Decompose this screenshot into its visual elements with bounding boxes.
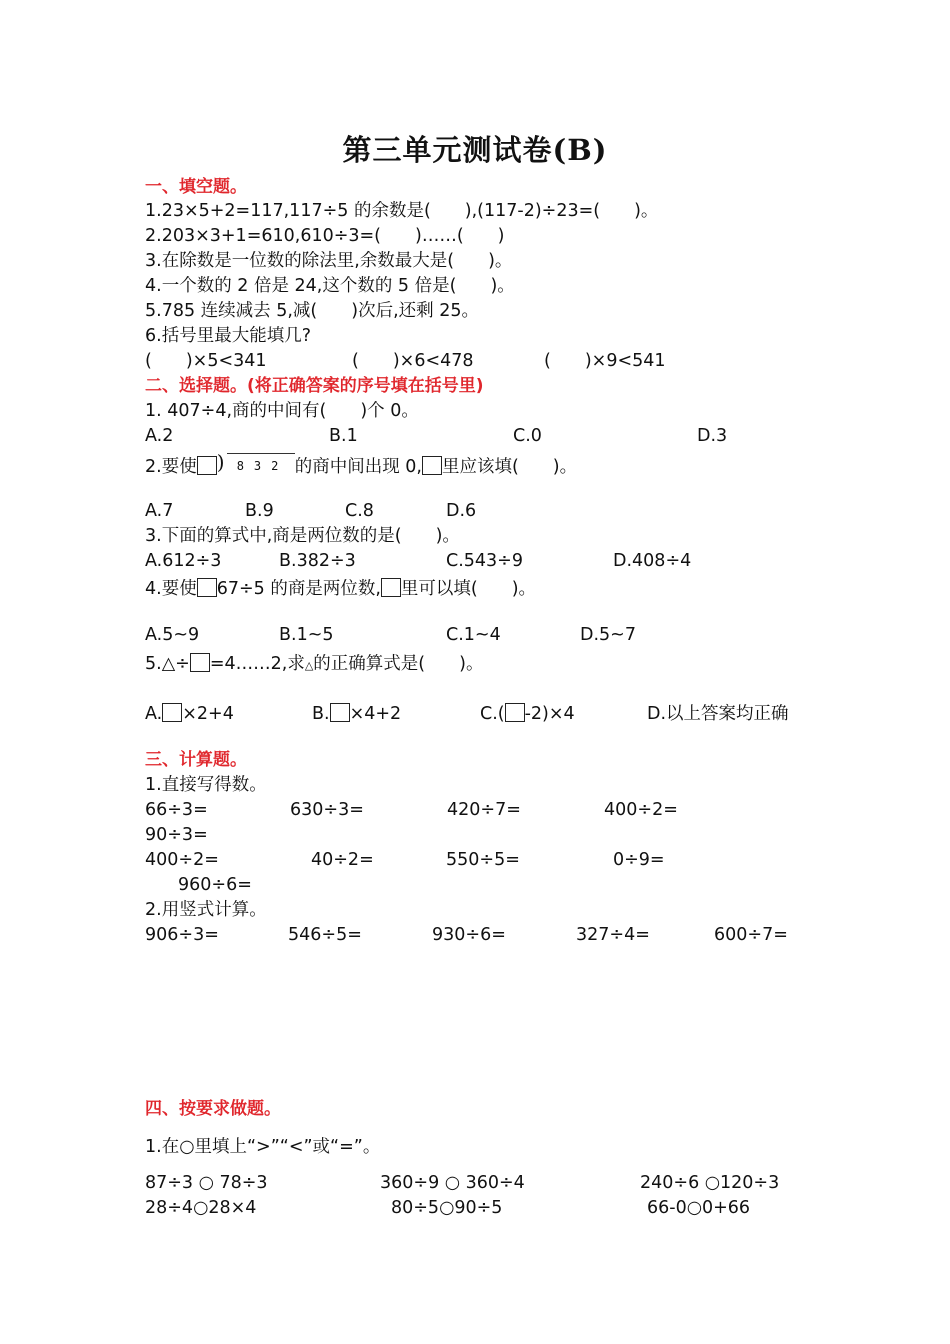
section-2-heading: 二、选择题。(将正确答案的序号填在括号里) xyxy=(145,376,484,396)
c2-option-d: D.6 xyxy=(446,501,477,521)
calc-item: 420÷7= xyxy=(447,800,521,820)
c5-option-c-expr: -2)×4 xyxy=(524,704,575,724)
c1-option-d: D.3 xyxy=(697,426,728,446)
c3-option-b: B.382÷3 xyxy=(279,551,356,571)
long-division-symbol: ) 832 xyxy=(217,453,295,475)
q5-text-b: )次后,还剩 25。 xyxy=(351,301,479,321)
c5-text-d: )。 xyxy=(459,654,484,674)
fill-question-2 xyxy=(145,225,505,247)
blank-box xyxy=(330,703,350,722)
compare-item: 87÷3 ○ 78÷3 xyxy=(145,1173,268,1193)
c5-option-d: D.以上答案均正确 xyxy=(647,704,789,724)
choice-question-5 xyxy=(145,653,483,677)
c5-option-a-expr: ×2+4 xyxy=(182,704,234,724)
choice-question-3 xyxy=(145,525,460,547)
blank-box xyxy=(381,578,401,597)
q1-text-a: 1.23×5+2=117,117÷5 的余数是( xyxy=(145,201,431,221)
calc-item: 400÷2= xyxy=(145,850,219,870)
q2-text-b: )……( xyxy=(415,226,464,246)
c1-option-b: B.1 xyxy=(329,426,358,446)
calc-item: 550÷5= xyxy=(446,850,520,870)
blank-box xyxy=(162,703,182,722)
q6-item-3 xyxy=(544,350,666,372)
c1-text-a: 1. 407÷4,商的中间有( xyxy=(145,401,327,421)
q6-item-1-a: ( xyxy=(145,351,152,371)
calc-item: 630÷3= xyxy=(290,800,364,820)
q4-text-b: )。 xyxy=(490,276,515,296)
c4-text-b: 67÷5 的商是两位数, xyxy=(216,579,381,599)
c4-option-d: D.5~7 xyxy=(580,625,636,645)
c4-text-c: 里可以填( xyxy=(400,579,478,599)
c3-option-a: A.612÷3 xyxy=(145,551,222,571)
compare-item: 360÷9 ○ 360÷4 xyxy=(380,1173,525,1193)
compare-item: 240÷6 ○120÷3 xyxy=(640,1173,780,1193)
vertical-calc-item: 546÷5= xyxy=(288,925,362,945)
calc-item: 400÷2= xyxy=(604,800,678,820)
fill-question-5 xyxy=(145,300,479,322)
c1-option-a: A.2 xyxy=(145,426,174,446)
vertical-calc-item: 327÷4= xyxy=(576,925,650,945)
vertical-calc-item: 906÷3= xyxy=(145,925,219,945)
c3-option-c: C.543÷9 xyxy=(446,551,523,571)
blank-box xyxy=(422,456,442,475)
q1-text-c: )。 xyxy=(634,201,659,221)
c3-text-a: 3.下面的算式中,商是两位数的是( xyxy=(145,526,402,546)
q6-item-3-b: )×9<541 xyxy=(584,351,666,371)
section-3-heading: 三、计算题。 xyxy=(145,750,247,770)
calc-item: 66÷3= xyxy=(145,800,208,820)
c5-option-c xyxy=(480,703,575,725)
dividend-digits: 832 xyxy=(236,459,289,473)
page-title: 第三单元测试卷(B) xyxy=(342,133,608,167)
compare-question-1: 1.在○里填上“>”“<”或“=”。 xyxy=(145,1137,381,1157)
calc-item: 960÷6= xyxy=(178,875,252,895)
c2-text-c: 里应该填( xyxy=(441,457,519,477)
q2-text-a: 2.203×3+1=610,610÷3=( xyxy=(145,226,382,246)
c5-text-c: 的正确算式是( xyxy=(313,654,426,674)
section-4-heading: 四、按要求做题。 xyxy=(145,1099,281,1119)
choice-question-1 xyxy=(145,400,419,422)
c3-text-b: )。 xyxy=(435,526,460,546)
fill-question-1 xyxy=(145,200,658,222)
c2-option-c: C.8 xyxy=(345,501,374,521)
triangle-symbol: △ xyxy=(304,659,314,672)
compare-item: 80÷5○90÷5 xyxy=(391,1198,503,1218)
c5-option-b-prefix: B. xyxy=(312,704,330,724)
fill-question-3 xyxy=(145,250,512,272)
c2-option-b: B.9 xyxy=(245,501,274,521)
vertical-calc-item: 930÷6= xyxy=(432,925,506,945)
c5-text-a: 5.△÷ xyxy=(145,654,190,674)
c2-text-b: 的商中间出现 0, xyxy=(294,457,422,477)
vertical-calc-item: 600÷7= xyxy=(714,925,788,945)
c4-option-c: C.1~4 xyxy=(446,625,501,645)
compare-item: 28÷4○28×4 xyxy=(145,1198,257,1218)
c5-text-b: =4……2,求 xyxy=(209,654,305,674)
calc-question-2: 2.用竖式计算。 xyxy=(145,900,267,920)
section-1-heading: 一、填空题。 xyxy=(145,177,247,197)
q4-text-a: 4.一个数的 2 倍是 24,这个数的 5 倍是( xyxy=(145,276,457,296)
calc-item: 40÷2= xyxy=(311,850,374,870)
c5-option-c-prefix: C.( xyxy=(480,704,505,724)
q6-item-1 xyxy=(145,350,267,372)
q3-text-b: )。 xyxy=(488,251,513,271)
c4-option-a: A.5~9 xyxy=(145,625,200,645)
calc-question-1: 1.直接写得数。 xyxy=(145,775,267,795)
c4-text-a: 4.要使 xyxy=(145,579,197,599)
c2-text-a: 2.要使 xyxy=(145,457,197,477)
q1-text-b: ),(117-2)÷23=( xyxy=(464,201,601,221)
c3-option-d: D.408÷4 xyxy=(613,551,692,571)
q5-text-a: 5.785 连续减去 5,减( xyxy=(145,301,318,321)
q6-item-2 xyxy=(352,350,474,372)
fill-question-6: 6.括号里最大能填几? xyxy=(145,326,311,346)
q3-text-a: 3.在除数是一位数的除法里,余数最大是( xyxy=(145,251,455,271)
blank-box xyxy=(190,653,210,672)
c5-option-b-expr: ×4+2 xyxy=(349,704,402,724)
blank-box xyxy=(505,703,525,722)
c5-option-a-prefix: A. xyxy=(145,704,163,724)
c5-option-b xyxy=(312,703,401,725)
choice-question-4 xyxy=(145,578,536,600)
c2-option-a: A.7 xyxy=(145,501,174,521)
q6-item-3-a: ( xyxy=(544,351,551,371)
calc-item: 90÷3= xyxy=(145,825,208,845)
q6-item-2-a: ( xyxy=(352,351,359,371)
blank-box xyxy=(197,578,217,597)
calc-item: 0÷9= xyxy=(613,850,665,870)
q2-text-c: ) xyxy=(497,226,505,246)
c1-option-c: C.0 xyxy=(513,426,542,446)
compare-item: 66-0○0+66 xyxy=(647,1198,751,1218)
c4-option-b: B.1~5 xyxy=(279,625,334,645)
c4-text-d: )。 xyxy=(511,579,537,599)
q6-item-1-b: )×5<341 xyxy=(185,351,267,371)
fill-question-4 xyxy=(145,275,515,297)
c1-text-b: )个 0。 xyxy=(360,401,419,421)
c5-option-a xyxy=(145,703,234,725)
q6-item-2-b: )×6<478 xyxy=(392,351,474,371)
blank-box xyxy=(197,456,217,475)
c2-text-d: )。 xyxy=(552,457,578,477)
choice-question-2 xyxy=(145,450,578,478)
